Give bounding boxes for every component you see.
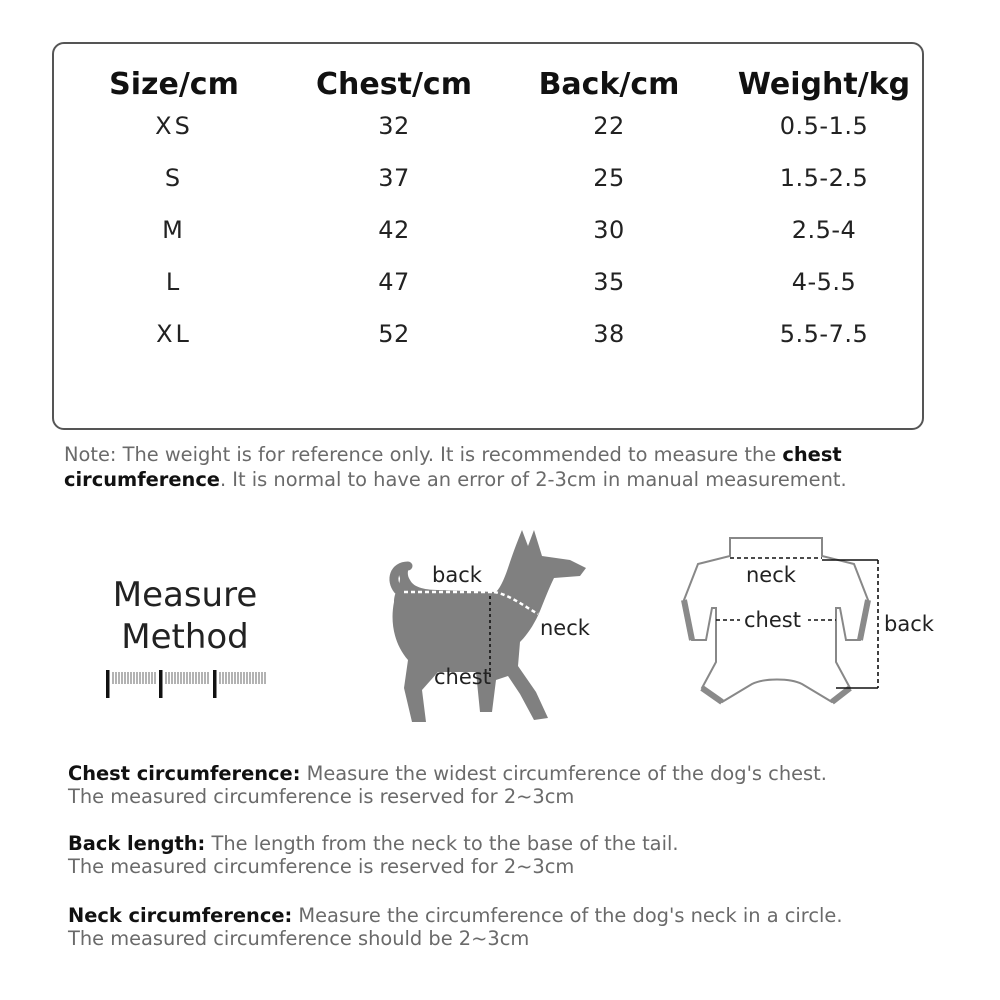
weight-column (724, 44, 924, 360)
chest-column (294, 44, 494, 360)
pajama-back-label: back (884, 612, 934, 636)
back-cell: 35 (593, 268, 625, 296)
pajama-measurement-diagram (672, 528, 944, 738)
chest-desc-text: Measure the widest circumference of the dog's chest. (300, 762, 827, 785)
measure-method-title (100, 574, 270, 658)
back-desc-lead: Back length: (68, 832, 206, 855)
dog-neck-label: neck (540, 616, 590, 640)
chest-cell: 42 (378, 216, 410, 244)
size-header: Size/cm (109, 67, 239, 102)
back-header: Back/cm (538, 67, 680, 102)
neck-circumference-description (68, 904, 968, 950)
dog-chest-label: chest (434, 665, 491, 689)
pajama-chest-label: chest (744, 608, 801, 632)
dog-measurement-diagram (368, 522, 608, 732)
weight-cell: 2.5-4 (791, 216, 857, 244)
back-column (509, 44, 709, 360)
chest-cell: 32 (378, 112, 410, 140)
chest-desc-lead: Chest circumference: (68, 762, 301, 785)
back-cell: 22 (593, 112, 625, 140)
weight-cell: 4-5.5 (791, 268, 857, 296)
note-bold-term: chest circumference (64, 443, 842, 491)
chest-circumference-description (68, 762, 968, 808)
note-text-2: . It is normal to have an error of 2-3cm in manual measurement. (219, 468, 847, 491)
back-cell: 38 (593, 320, 625, 348)
back-cell: 30 (593, 216, 625, 244)
size-cell: XL (156, 320, 192, 348)
measure-method-line1: Measure (112, 575, 258, 615)
chest-header: Chest/cm (316, 67, 472, 102)
chest-cell: 47 (378, 268, 410, 296)
pajama-neck-label: neck (746, 563, 796, 587)
back-cell: 25 (593, 164, 625, 192)
chest-cell: 52 (378, 320, 410, 348)
dog-back-label: back (432, 563, 482, 587)
size-cell: S (164, 164, 184, 192)
weight-cell: 5.5-7.5 (779, 320, 869, 348)
weight-cell: 0.5-1.5 (779, 112, 869, 140)
chest-desc-line2: The measured circumference is reserved for 2~3cm (68, 785, 575, 808)
back-desc-text: The length from the neck to the base of the tail. (205, 832, 679, 855)
measure-method-line2: Method (121, 617, 249, 657)
size-cell: M (162, 216, 186, 244)
size-table (52, 42, 924, 430)
back-desc-line2: The measured circumference is reserved for 2~3cm (68, 855, 575, 878)
chest-cell: 37 (378, 164, 410, 192)
size-cell: L (165, 268, 183, 296)
ruler-icon (104, 664, 274, 700)
back-length-description (68, 832, 968, 878)
weight-cell: 1.5-2.5 (779, 164, 869, 192)
neck-desc-line2: The measured circumference should be 2~3cm (68, 927, 530, 950)
size-column (74, 44, 274, 360)
weight-header: Weight/kg (737, 67, 911, 102)
note-text-1: Note: The weight is for reference only. It is recommended to measure the (64, 443, 783, 466)
neck-desc-lead: Neck circumference: (68, 904, 293, 927)
measurement-note (64, 442, 934, 492)
size-cell: XS (155, 112, 193, 140)
neck-desc-text: Measure the circumference of the dog's neck in a circle. (292, 904, 843, 927)
